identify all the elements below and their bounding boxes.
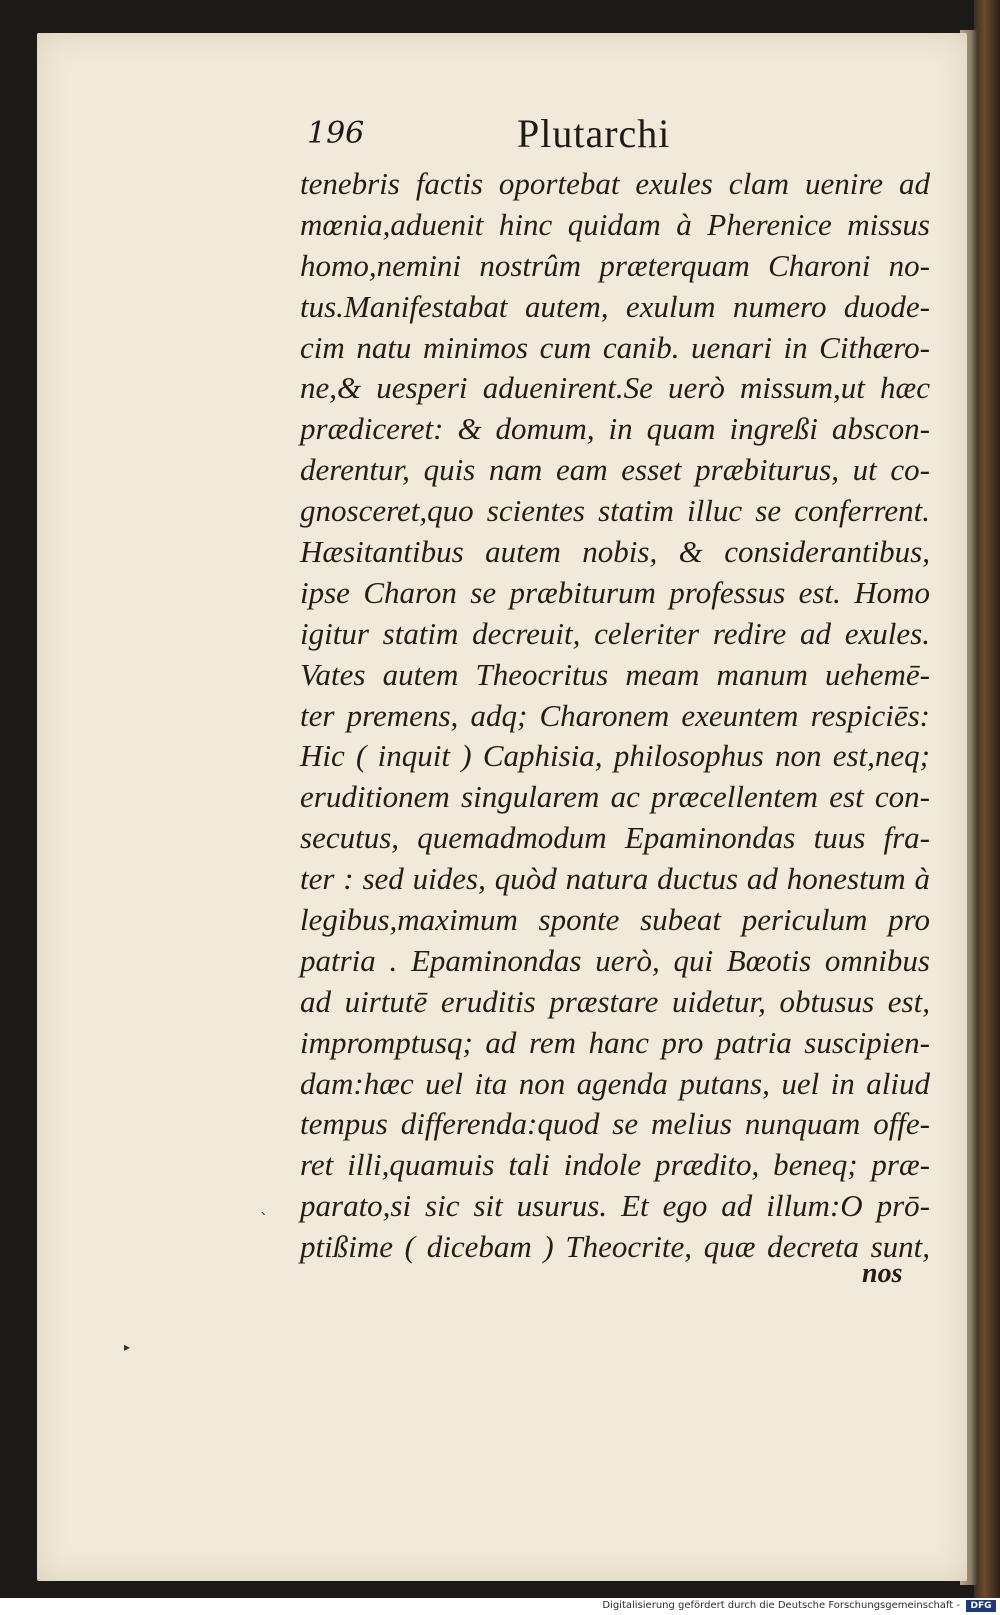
running-title: Plutarchi [517,111,671,156]
text-line: Hæsitantibus autem nobis, & considerantibus, [300,534,930,570]
text-line: derentur, quis nam eam esset præbiturus, ut co- [300,452,930,488]
dfg-logo: DFG [966,1600,996,1612]
text-line: prædiceret: & domum, in quam ingreßi abscon- [300,411,930,447]
page-header [307,110,717,160]
text-line: ipse Charon se præbiturum professus est. Homo [300,574,930,610]
text-line: ptißime ( dicebam ) Theocrite, quæ decreta sunt, [300,1229,930,1265]
text-line: tenebris factis oportebat exules clam uenire ad [300,166,930,201]
text-line: patria . Epaminondas uerò, qui Bœotis omnibus [300,942,930,978]
ink-mark: ▸ [124,1340,131,1354]
text-line: ter : sed uides, quòd natura ductus ad honestum à [300,861,930,897]
text-line: Vates autem Theocritus meam manum uehemē- [300,656,930,692]
text-line: cim natu minimos cum canib. uenari in Cithæro- [300,329,930,365]
text-line: ne,& uesperi aduenirent.Se uerò missum,ut hæc [300,370,930,406]
text-line: tempus differenda:quod se melius nunquam offe- [300,1106,930,1142]
text-line: igitur statim decreuit, celeriter redire ad exules. [300,615,930,651]
text-line: dam:hæc uel ita non agenda putans, uel in aliud [300,1065,930,1101]
text-line: eruditionem singularem ac præcellentem est con- [300,779,930,815]
text-line: Hic ( inquit ) Caphisia, philosophus non est,neq; [300,738,930,774]
text-line: ret illi,quamuis tali indole prædito, beneq; præ- [300,1147,930,1183]
text-line: parato,si sic sit usurus. Et ego ad illum:O prō- [300,1188,930,1224]
text-line: legibus,maximum sponte subeat periculum pro [300,902,930,938]
footer-credit: Digitalisierung gefördert durch die Deutsche Forschungsgemeinschaft - [602,1600,960,1611]
text-line: mœnia,aduenit hinc quidam à Pherenice missus [300,206,930,242]
text-line: gnosceret,quo scientes statim illuc se conferrent. [300,493,930,529]
text-line: ad uirtutē eruditis præstare uidetur, obtusus est, [300,983,930,1019]
text-line: secutus, quemadmodum Epaminondas tuus fra- [300,820,930,856]
text-line: impromptusq; ad rem hanc pro patria suscipien- [300,1024,930,1060]
body-text [300,164,930,1268]
text-line: tus.Manifestabat autem, exulum numero duode- [300,288,930,324]
page-number: 196 [307,116,365,151]
ink-mark: ˎ [260,1196,268,1215]
text-line: ter premens, adq; Charonem exeuntem respiciēs: [300,697,930,733]
text-line: homo,nemini nostrûm præterquam Charoni no- [300,247,930,283]
catchword: nos [862,1258,903,1289]
